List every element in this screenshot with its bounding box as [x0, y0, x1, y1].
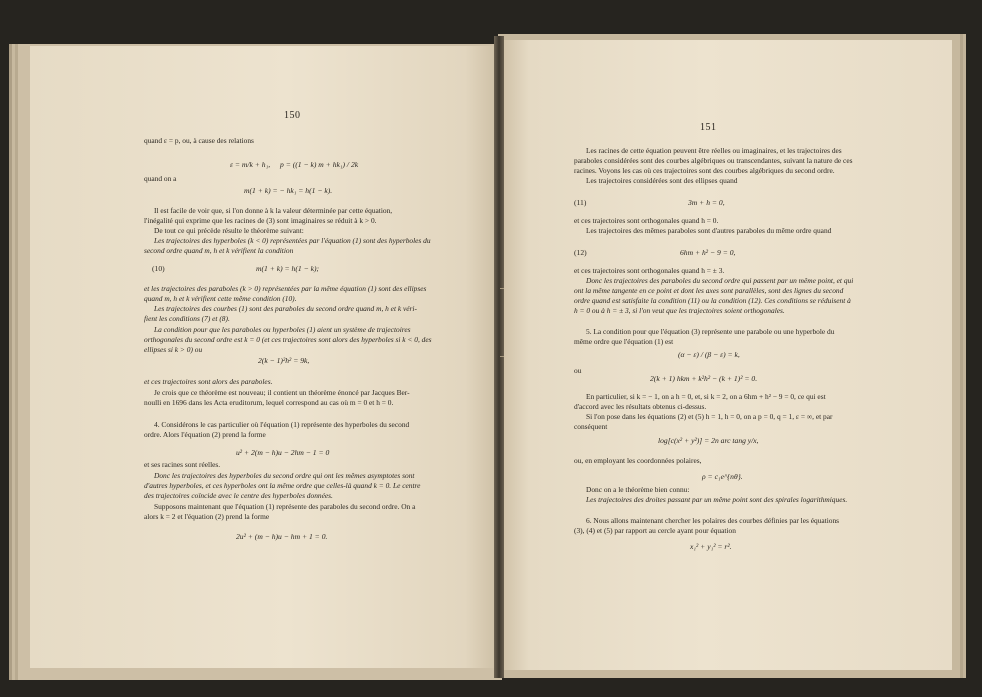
equation: m(1 + k) = h(1 − k); [256, 264, 320, 273]
text-line: ou [574, 366, 582, 375]
theorem-line: ellipses si k > 0) ou [144, 345, 203, 354]
right-page [502, 40, 952, 670]
theorem-line: Les trajectoires des droites passant par un même point sont des spirales logarithmiques. [586, 495, 848, 504]
book-gutter [494, 36, 504, 678]
equation: x₁² + y₁² = r². [690, 542, 732, 551]
theorem-line: Les trajectoires des courbes (1) sont des paraboles du second ordre quand m, h et k véri- [154, 304, 417, 313]
text-line: Les trajectoires considérées sont des ellipses quand [586, 176, 738, 185]
theorem-line: orthogonales du second ordre est k = 0 (et ces trajectoires sont alors des hyperboles si k < 0, des [144, 335, 432, 344]
theorem-line: fient les conditions (7) et (8). [144, 314, 230, 323]
equation: 6hm + h² − 9 = 0, [680, 248, 736, 257]
equation: 3m + h = 0, [688, 198, 725, 207]
theorem-line: quand m, h et k vérifient cette même condition (10). [144, 294, 297, 303]
text-line: et ces trajectoires sont orthogonales quand h = 0. [574, 216, 719, 225]
text-line: Donc on a le théorème bien connu: [586, 485, 690, 494]
theorem-line: Donc les trajectoires des hyperboles du second ordre qui ont les mêmes asymptotes sont [154, 471, 415, 480]
equation: p = ((1 − k) m + hk₁) / 2k [280, 160, 359, 169]
equation: 2(k + 1) hkm + k²h² − (k + 1)² = 0. [650, 374, 758, 383]
equation-label: (11) [574, 198, 587, 207]
theorem-line: ont la même tangente en ce point et dont les axes sont parallèles, sont des lignes du second [574, 286, 844, 295]
text-line: Je crois que ce théorème est nouveau; il contient un théorème énoncé par Jacques Ber- [154, 388, 410, 397]
margin-mark [500, 288, 504, 289]
equation: u² + 2(m − h)u − 2hm − 1 = 0 [236, 448, 330, 457]
page-number: 150 [284, 110, 301, 121]
text-line: et ces trajectoires sont orthogonales quand h = ± 3. [574, 266, 725, 275]
equation: m(1 + k) = − hk₁ = h(1 − k). [244, 186, 333, 195]
text-line: noulli en 1696 dans les Acta eruditorum, lequel correspond au cas où m = 0 et h = 0. [144, 398, 394, 407]
equation: (α − ε) / (β − ε) = k, [678, 350, 740, 359]
equation-label: (10) [152, 264, 165, 273]
text-line: d'accord avec les résultats obtenus ci-dessus. [574, 402, 707, 411]
text-line: Il est facile de voir que, si l'on donne à k la valeur déterminée par cette équation, [154, 206, 393, 215]
text-line: En particulier, si k = − 1, on a h = 0, et, si k = 2, on a 6hm + h² − 9 = 0, ce qui est [586, 392, 826, 401]
text-line: quand on a [144, 174, 177, 183]
text-line: (3), (4) et (5) par rapport au cercle ayant pour équation [574, 526, 736, 535]
left-page [30, 46, 498, 668]
theorem-line: d'autres hyperboles, et ces hyperboles ont la même ordre que celles-là quand k = 0. Le centre [144, 481, 421, 490]
section-line: 5. La condition pour que l'équation (3) représente une parabole ou une hyperbole du [586, 327, 835, 336]
theorem-line: h = 0 ou à h = ± 3, si l'on veut que les trajectoires soient orthogonales. [574, 306, 785, 315]
equation: 2(k − 1)²h² = 9k, [258, 356, 310, 365]
text-line: conséquent [574, 422, 608, 431]
text-line: quand ε = p, ou, à cause des relations [144, 136, 254, 145]
theorem-line: et les trajectoires des paraboles (k > 0) représentées par la même équation (1) sont des ellipses [144, 284, 427, 293]
section-line: 6. Nous allons maintenant chercher les polaires des courbes définies par les équations [586, 516, 840, 525]
page-number: 151 [700, 122, 717, 133]
text-line: l'inégalité qui exprime que les racines de (3) sont imaginaires se réduit à k > 0. [144, 216, 377, 225]
equation: log[c(x² + y²)] = 2n arc tang y/x, [658, 436, 759, 445]
text-line: ou, en employant les coordonnées polaires, [574, 456, 702, 465]
theorem-line: des trajectoires coïncide avec le centre des hyperboles données. [144, 491, 333, 500]
section-line: 4. Considérons le cas particulier où l'équation (1) représente des hyperboles du second [154, 420, 410, 429]
text-line: et ses racines sont réelles. [144, 460, 221, 469]
theorem-line: Les trajectoires des hyperboles (k < 0) représentées par l'équation (1) sont des hyperboles du [154, 236, 431, 245]
text-line: racines. Voyons les cas où ces trajectoires sont des courbes algébriques du second ordre. [574, 166, 835, 175]
theorem-line: et ces trajectoires sont alors des paraboles. [144, 377, 273, 386]
text-line: alors k = 2 et l'équation (2) prend la forme [144, 512, 270, 521]
text-line: De tout ce qui précède résulte le théorème suivant: [154, 226, 304, 235]
text-line: Supposons maintenant que l'équation (1) représente des paraboles du second ordre. On a [154, 502, 416, 511]
text-line: ordre. Alors l'équation (2) prend la forme [144, 430, 266, 439]
text-line: même ordre que l'équation (1) est [574, 337, 674, 346]
equation: 2u² + (m − h)u − hm + 1 = 0. [236, 532, 328, 541]
equation: ρ = c₁e^{nθ}. [702, 472, 743, 481]
text-line: Les trajectoires des mêmes paraboles sont d'autres paraboles du même ordre quand [586, 226, 832, 235]
theorem-line: Donc les trajectoires des paraboles du second ordre qui passent par un même point, et qui [586, 276, 854, 285]
equation: ε = m/k + h₁, [230, 160, 271, 169]
theorem-line: second ordre quand m, h et k vérifient la condition [144, 246, 294, 255]
equation-label: (12) [574, 248, 587, 257]
theorem-line: ordre quand est satisfaite la condition (11) ou la condition (12). Ces conditions se réduisent à [574, 296, 851, 305]
text-line: paraboles considérées sont des courbes algébriques ou transcendantes, suivant la nature de ces [574, 156, 853, 165]
text-line: Les racines de cette équation peuvent être réelles ou imaginaires, et les trajectoires des [586, 146, 842, 155]
text-line: Si l'on pose dans les équations (2) et (5) h = 1, h = 0, on a p = 0, q = 1, ε = ∞, et par [586, 412, 833, 421]
margin-mark [500, 356, 504, 357]
theorem-line: La condition pour que les paraboles ou hyperboles (1) aient un système de trajectoires [154, 325, 411, 334]
